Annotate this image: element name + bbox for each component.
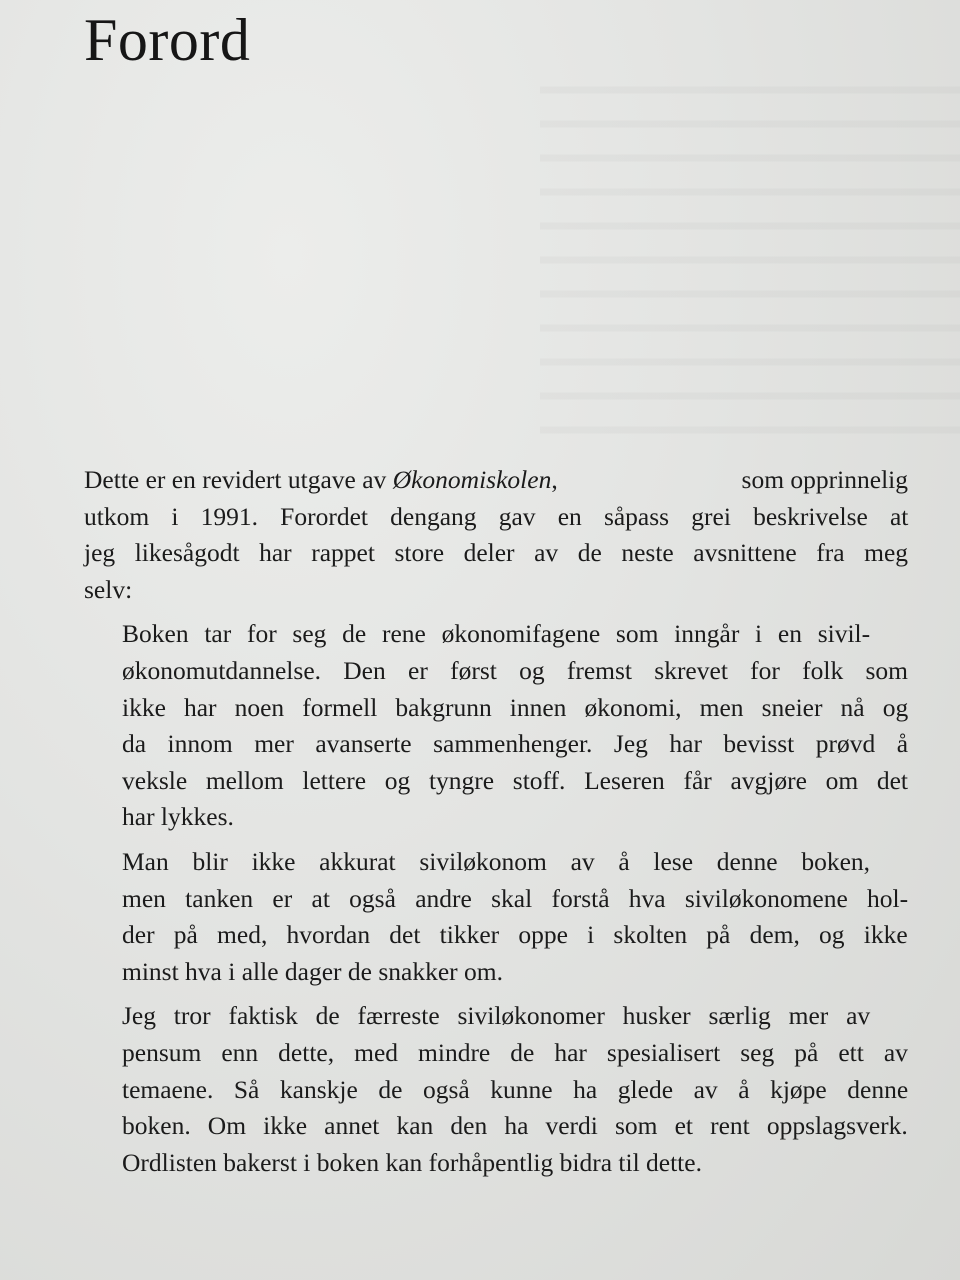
text-line: økonomutdannelse. Den er først og fremst skrevet for folk som xyxy=(122,655,909,685)
italic-title: Økonomiskolen xyxy=(392,465,552,494)
text-line: Boken tar for seg de rene økonomifagene som inngår i en sivil- xyxy=(122,619,871,649)
body-text xyxy=(84,462,908,1181)
text-line: selv: xyxy=(84,574,133,604)
text-line: ikke har noen formell bakgrunn innen økonomi, men sneier nå og xyxy=(122,692,909,722)
text-line: boken. Om ikke annet kan den ha verdi som et rent oppslagsverk. xyxy=(122,1111,908,1141)
text-line: men tanken er at også andre skal forstå hva siviløkonomene hol- xyxy=(122,883,909,913)
paragraph-4 xyxy=(84,998,908,1181)
line-part-before-italic: Dette er en revidert utgave av Økonomiskolen, xyxy=(84,465,558,494)
chapter-title: Forord xyxy=(84,7,251,73)
show-through-text xyxy=(540,60,960,460)
text-line: temaene. Så kanskje de også kunne ha glede av å kjøpe denne xyxy=(122,1074,909,1104)
text-line: veksle mellom lettere og tyngre stoff. Leseren får avgjøre om det xyxy=(122,765,908,795)
paragraph-1 xyxy=(84,462,908,608)
line-part-after-italic: som opprinnelig xyxy=(741,465,908,494)
paragraph-3 xyxy=(84,844,908,990)
text-line: Jeg tror faktisk de færreste siviløkonomer husker særlig mer av xyxy=(122,1001,871,1031)
text-line: minst hva i alle dager de snakker om. xyxy=(122,956,503,986)
text-line: Man blir ikke akkurat siviløkonom av å lese denne boken, xyxy=(122,846,871,876)
paragraph-2 xyxy=(84,616,908,836)
text-line: utkom i 1991. Forordet dengang gav en såpass grei beskrivelse at xyxy=(84,501,909,531)
text-line: der på med, hvordan det tikker oppe i skolten på dem, og ikke xyxy=(122,920,908,950)
text-line: pensum enn dette, med mindre de har spesialisert seg på ett av xyxy=(122,1037,908,1067)
text-line: jeg likesågodt har rappet store deler av de neste avsnittene fra meg xyxy=(84,538,909,568)
text-line: da innom mer avanserte sammenhenger. Jeg har bevisst prøvd å xyxy=(122,729,909,759)
text-line xyxy=(84,462,908,499)
text-line: Ordlisten bakerst i boken kan forhåpentlig bidra til dette. xyxy=(122,1147,702,1177)
text-line: har lykkes. xyxy=(122,802,234,832)
